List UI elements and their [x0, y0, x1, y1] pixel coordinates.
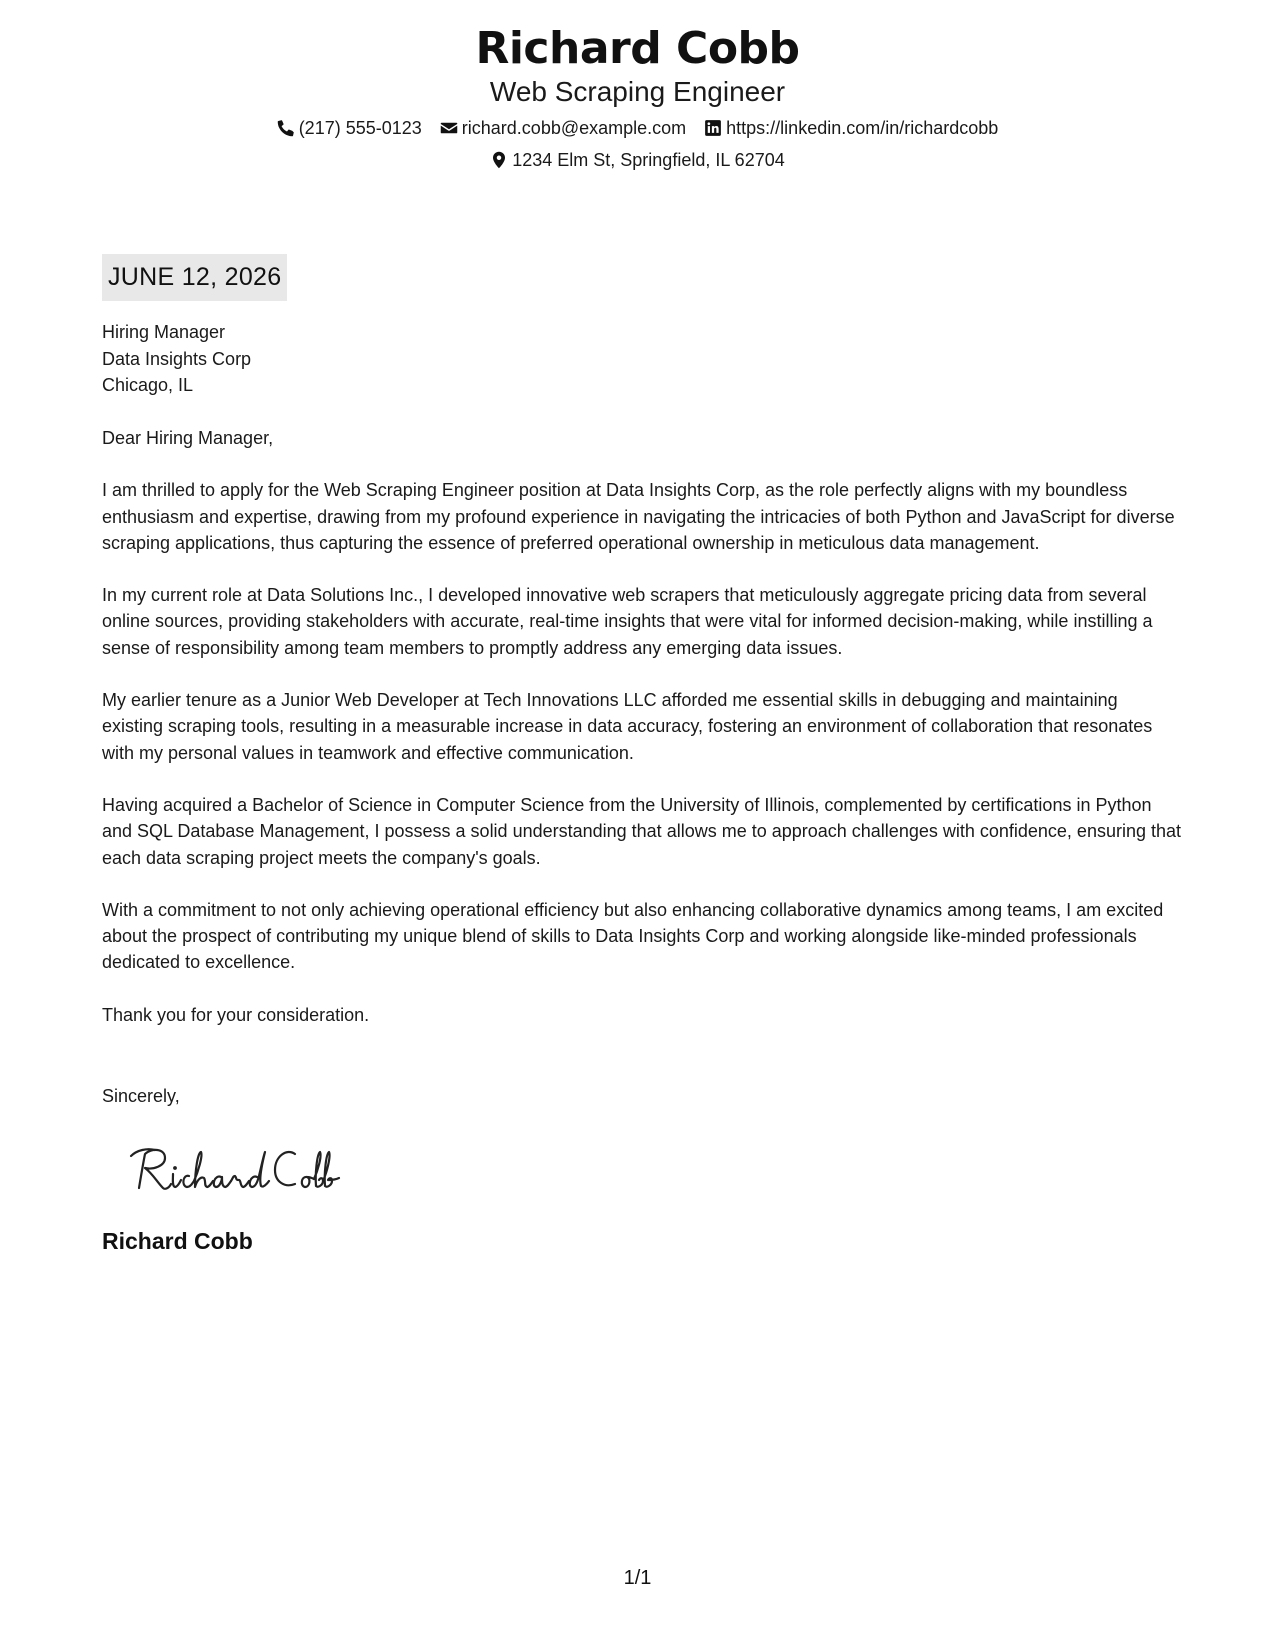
greeting: Dear Hiring Manager,: [102, 428, 274, 448]
applicant-title: Web Scraping Engineer: [489, 76, 786, 107]
letter-date: JUNE 12, 2026: [102, 254, 287, 301]
contact-linkedin[interactable]: [704, 116, 998, 140]
linkedin-icon: [704, 119, 722, 137]
phone-icon: [277, 119, 295, 137]
recipient-line: Data Insights Corp: [102, 348, 252, 369]
handwritten-signature: [125, 1140, 345, 1200]
contact-row-address: [0, 148, 1275, 172]
recipient-block: [102, 319, 251, 399]
phone-text: (217) 555-0123: [298, 118, 422, 138]
body-paragraph: With a commitment to not only achieving operational efficiency but also enhancing collaborative dynamics among teams, I am excited about the prospect of contributing my unique blend of skills to Data Insights Corp and working alongside like-minded professionals dedicated to excellence.: [102, 899, 1164, 973]
contact-row: [0, 116, 1275, 140]
contact-address: [490, 148, 785, 172]
contact-email[interactable]: [440, 116, 686, 140]
body-paragraph: I am thrilled to apply for the Web Scraping Engineer position at Data Insights Corp, as the role perfectly aligns with my boundless enthusiasm and expertise, drawing from my profound experience in navigating the intricacies of both Python and JavaScript for diverse scraping applications, thus capturing the essence of preferred operational ownership in meticulous data management.: [102, 480, 1175, 553]
address-text: 1234 Elm St, Springfield, IL 62704: [512, 150, 785, 170]
recipient-line: Chicago, IL: [102, 375, 194, 395]
email-text[interactable]: richard.cobb@example.com: [461, 118, 687, 138]
map-pin-icon: [490, 151, 508, 169]
linkedin-text[interactable]: https://linkedin.com/in/richardcobb: [726, 118, 999, 138]
body-paragraph: My earlier tenure as a Junior Web Developer at Tech Innovations LLC afforded me essential skills in debugging and maintaining existing scraping tools, resulting in a measurable increase in data accuracy, fostering an environment of collaboration that resonates with my personal values in teamwork and effective communication.: [102, 690, 1153, 763]
letter-header: [0, 22, 1275, 172]
body-paragraph: In my current role at Data Solutions Inc., I developed innovative web scrapers that meticulously aggregate pricing data from several online sources, providing stakeholders with accurate, real-time insights that were vital for informed decision-making, while instilling a sense of responsibility among team members to promptly address any emerging data issues.: [102, 585, 1153, 658]
closing: Sincerely,: [102, 1086, 180, 1106]
signer-name: Richard Cobb: [102, 1228, 253, 1254]
applicant-name: Richard Cobb: [475, 23, 800, 74]
body-paragraph: Having acquired a Bachelor of Science in Computer Science from the University of Illinois, complemented by certifications in Python and SQL Database Management, I possess a solid understanding that allows me to approach challenges with confidence, ensuring that each data scraping project meets the company's goals.: [102, 794, 1181, 868]
thank-you-line: Thank you for your consideration.: [102, 1004, 370, 1025]
envelope-icon: [440, 119, 458, 137]
recipient-line: Hiring Manager: [102, 322, 226, 342]
contact-phone: [277, 116, 422, 140]
page-number: 1/1: [623, 1567, 652, 1589]
letter-body: [102, 425, 1182, 1054]
